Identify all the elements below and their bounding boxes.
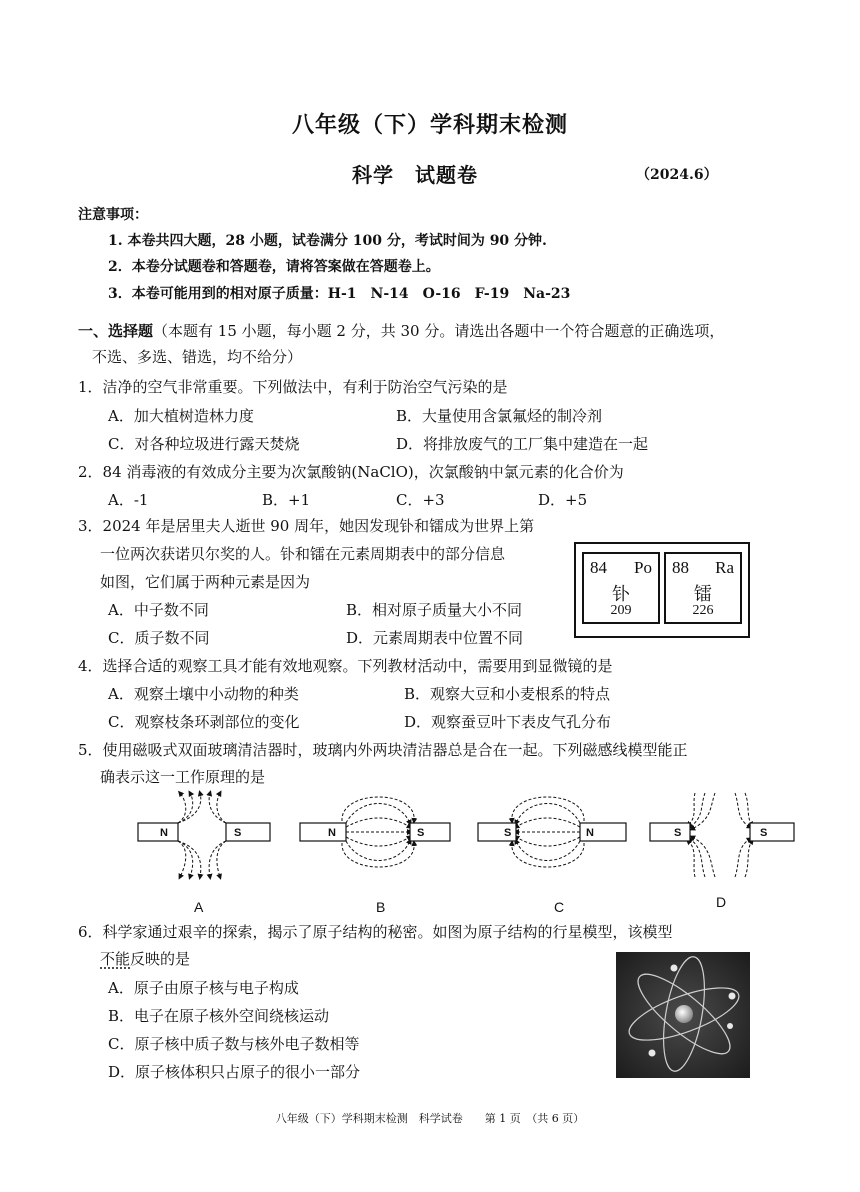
diagram-a-left-pole: N (160, 827, 168, 839)
q2-option-b: B．+1 (262, 491, 311, 509)
diagram-b-right-pole: S (417, 827, 425, 839)
q3-option-b: B．相对原子质量大小不同 (346, 601, 523, 619)
section-heading (78, 320, 724, 342)
element-name: 镭 (694, 584, 712, 605)
note-item-1: 1. 本卷共四大题，28 小题，试卷满分 100 分，考试时间为 90 分钟. (108, 233, 547, 249)
element-radium (664, 552, 742, 624)
diagram-c-field-lines (512, 797, 584, 867)
q6-option-a: A．原子由原子核与电子构成 (108, 979, 299, 997)
element-symbol: Ra (715, 558, 734, 577)
q5-stem-1: 5．使用磁吸式双面玻璃清洁器时，玻璃内外两块清洁器总是合在一起。下列磁感线模型能正 (78, 741, 688, 759)
q6-option-c: C．原子核中质子数与核外电子数相等 (108, 1035, 360, 1053)
q3-stem-3: 如图，它们属于两种元素是因为 (100, 573, 311, 591)
element-mass: 226 (692, 603, 714, 618)
q3-option-d: D．元素周期表中位置不同 (346, 629, 524, 647)
section-title: 一、选择题 (78, 322, 154, 340)
exam-date: （2024.6） (636, 167, 718, 183)
q2-stem: 2．84 消毒液的有效成分主要为次氯酸钠(NaClO)，次氯酸钠中氯元素的化合价为 (78, 463, 624, 481)
q1-option-c: C．对各种垃圾进行露天焚烧 (108, 435, 300, 453)
diagram-a (138, 823, 270, 915)
diagram-d-label: D (716, 894, 727, 910)
atom-model-image (616, 952, 750, 1078)
page-footer: 八年级（下）学科期末检测 科学试卷 第 1 页 （共 6 页） (275, 1112, 585, 1125)
q1-option-b: B．大量使用含氯氟烃的制冷剂 (396, 407, 603, 425)
diagram-a-right-pole: S (234, 827, 242, 839)
note-item-3: 3．本卷可能用到的相对原子质量：H-1 N-14 O-16 F-19 Na-23 (108, 286, 571, 302)
q6-emphasis: 不能 (100, 950, 131, 968)
element-number: 88 (672, 558, 689, 577)
q2-option-a: A．-1 (108, 491, 149, 509)
q6-stem-2 (100, 948, 190, 970)
q4-option-c: C．观察枝条环剥部位的变化 (108, 713, 300, 731)
diagram-d (650, 823, 794, 910)
magnetic-field-diagrams (120, 785, 810, 915)
diagram-b-label: B (376, 899, 386, 915)
diagram-b-field-lines (342, 797, 414, 867)
diagram-b (300, 823, 450, 915)
note-item-2: 2．本卷分试题卷和答题卷，请将答案做在答题卷上。 (108, 259, 440, 275)
diagram-a-label: A (194, 899, 204, 915)
nucleus (675, 1005, 693, 1023)
q3-stem-1: 3．2024 年是居里夫人逝世 90 周年，她因发现钋和镭成为世界上第 (78, 517, 535, 535)
element-mass: 209 (610, 603, 632, 618)
q6-stem-1: 6．科学家通过艰辛的探索，揭示了原子结构的秘密。如图为原子结构的行星模型，该模型 (78, 923, 673, 941)
section-desc-2: 不选、多选、错选，均不给分） (92, 348, 303, 366)
q1-option-d: D．将排放废气的工厂集中建造在一起 (396, 435, 649, 453)
page-subtitle: 科学 试题卷 (352, 163, 478, 187)
page-title: 八年级（下）学科期末检测 (291, 112, 568, 138)
diagram-c-right-pole: N (586, 827, 594, 839)
element-name: 钋 (612, 584, 630, 605)
q1-option-a: A．加大植树造林力度 (108, 407, 254, 425)
diagram-c-label: C (554, 899, 565, 915)
diagram-a-field-lines (178, 793, 226, 877)
diagram-d-field-lines (688, 793, 752, 877)
element-number: 84 (590, 558, 607, 577)
q6-option-d: D．原子核体积只占原子的很小一部分 (108, 1063, 361, 1081)
q5-stem-2: 确表示这一工作原理的是 (100, 768, 266, 786)
section-desc-1: （本题有 15 小题，每小题 2 分，共 30 分。请选出各题中一个符合题意的正确选项， (153, 322, 725, 340)
q2-option-d: D．+5 (538, 491, 588, 509)
q6-stem-2-rest: 反映的是 (130, 950, 191, 968)
diagram-c (478, 823, 626, 915)
q4-option-d: D．观察蚕豆叶下表皮气孔分布 (404, 713, 612, 731)
periodic-table-figure (574, 542, 750, 638)
q1-stem: 1．洁净的空气非常重要。下列做法中，有利于防治空气污染的是 (78, 378, 508, 396)
q4-option-a: A．观察土壤中小动物的种类 (108, 685, 299, 703)
diagram-c-left-pole: S (504, 827, 512, 839)
diagram-d-right-pole: S (760, 827, 768, 839)
q3-option-c: C．质子数不同 (108, 629, 210, 647)
q4-stem: 4．选择合适的观察工具才能有效地观察。下列教材活动中，需要用到显微镜的是 (78, 657, 613, 675)
q2-option-c: C．+3 (396, 491, 445, 509)
element-polonium (582, 552, 660, 624)
q3-option-a: A．中子数不同 (108, 601, 209, 619)
notes-heading: 注意事项： (78, 207, 148, 223)
element-symbol: Po (634, 558, 652, 577)
q4-option-b: B．观察大豆和小麦根系的特点 (404, 685, 611, 703)
diagram-b-left-pole: N (328, 827, 336, 839)
diagram-d-left-pole: S (674, 827, 682, 839)
q3-stem-2: 一位两次获诺贝尔奖的人。钋和镭在元素周期表中的部分信息 (100, 545, 506, 563)
q6-option-b: B．电子在原子核外空间绕核运动 (108, 1007, 330, 1025)
